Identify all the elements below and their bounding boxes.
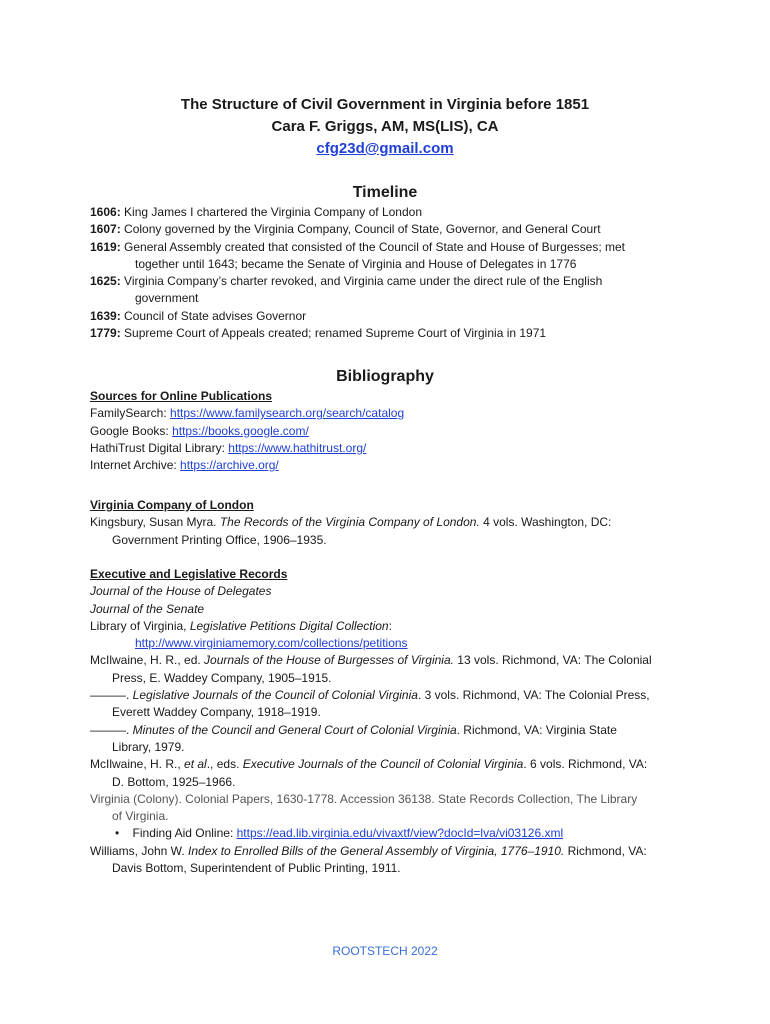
timeline-text: General Assembly created that consisted of the Council of State and House of Burgesses; met [124,239,625,254]
citation-line: Virginia (Colony). Colonial Papers, 1630-1778. Accession 36138. State Records Collection, The Library [90,791,638,806]
bullet-icon: • [115,826,120,841]
petitions-link[interactable]: http://www.virginiamemory.com/collections/petitions [135,636,408,651]
citation-line [90,722,690,739]
citation-author: Kingsbury, Susan Myra. [90,515,220,530]
citation-line [90,843,690,860]
source-label: Google Books: [90,423,173,438]
citation-continuation [90,635,690,652]
timeline-item [90,325,690,342]
citation-details: 13 vols. Richmond, VA: The Colonial [453,653,652,668]
timeline-text: Council of State advises Governor [124,308,307,323]
online-sources [90,388,690,474]
author-line: Cara F. Griggs, AM, MS(LIS), CA [271,118,499,135]
citation-details: : [388,618,392,633]
timeline-text: Supreme Court of Appeals created; renamed Supreme Court of Virginia in 1971 [124,326,547,341]
citation-title: Minutes of the Council and General Court of Colonial Virginia [132,722,457,737]
citation-continuation: of Virginia. [112,809,169,824]
citation-line [90,583,690,600]
source-label: FamilySearch: [90,406,171,421]
timeline-year: 1779: [90,326,121,341]
timeline-year: 1619: [90,239,121,254]
timeline-year: 1639: [90,308,121,323]
citation-details: Richmond, VA: [564,843,647,858]
timeline-list [90,204,690,342]
executive-legislative-heading: Executive and Legislative Records [90,567,288,581]
timeline-year: 1625: [90,274,121,289]
source-link[interactable]: https://www.hathitrust.org/ [228,440,367,455]
timeline-item [90,273,690,290]
citation-title: Journal of the Senate [90,601,205,616]
source-line [90,423,690,440]
virginia-company-heading: Virginia Company of London [90,498,254,512]
citation-continuation: Everett Waddey Company, 1918–1919. [112,705,321,720]
citation-author: Library of Virginia, [90,618,190,633]
citation-etal: et al [184,757,207,772]
citation-continuation: Library, 1979. [112,739,185,754]
timeline-year: 1607: [90,222,121,237]
citation-line [90,601,690,618]
citation-line [90,652,690,669]
timeline-text: Colony governed by the Virginia Company, Council of State, Governor, and General Court [124,222,601,237]
citation-line [90,618,690,635]
executive-legislative-section [90,566,690,877]
bibliography-heading: Bibliography [336,368,434,385]
citation-continuation: Davis Bottom, Superintendent of Public Printing, 1911. [112,861,401,876]
citation-author: McIlwaine, H. R., [90,757,185,772]
citation-continuation: D. Bottom, 1925–1966. [112,774,236,789]
timeline-continuation: together until 1643; became the Senate of Virginia and House of Delegates in 1776 [135,256,577,271]
timeline-item [90,204,690,221]
document-title: The Structure of Civil Government in Virginia before 1851 [180,96,590,113]
citation-author: ———. [90,722,133,737]
citation-details: . Richmond, VA: Virginia State [456,722,617,737]
citation-title: Executive Journals of the Council of Colonial Virginia [242,757,524,772]
citation-line [90,687,690,704]
timeline-item [90,308,690,325]
citation-author: Williams, John W. [90,843,189,858]
citation-author: McIlwaine, H. R., ed. [90,653,205,668]
page-footer: ROOTSTECH 2022 [332,944,438,958]
citation-title: The Records of the Virginia Company of London. [219,515,480,530]
virginia-company-section [90,497,690,549]
online-sources-heading: Sources for Online Publications [90,389,273,403]
citation-title: Legislative Petitions Digital Collection [189,618,389,633]
email-link[interactable]: cfg23d@gmail.com [316,140,454,157]
source-link[interactable]: https://archive.org/ [180,458,279,473]
source-link[interactable]: https://books.google.com/ [172,423,309,438]
timeline-text: King James I chartered the Virginia Company of London [124,205,423,219]
citation-title: Index to Enrolled Bills of the General Assembly of Virginia, 1776–1910. [188,843,565,858]
source-line [90,457,690,474]
timeline-text: Virginia Company’s charter revoked, and Virginia came under the direct rule of the English [124,274,603,289]
citation-author: ———. [90,688,133,703]
source-label: Internet Archive: [90,458,181,473]
timeline-item [90,221,690,238]
source-line [90,440,690,457]
finding-aid-item [90,825,690,842]
citation-details: . 6 vols. Richmond, VA: [523,757,648,772]
citation-title: Legislative Journals of the Council of Colonial Virginia [132,688,418,703]
citation-title: Journals of the House of Burgesses of Virginia. [204,653,454,668]
finding-aid-link[interactable]: https://ead.lib.virginia.edu/vivaxtf/view?docId=lva/vi03126.xml [236,826,564,841]
citation-title: Journal of the House of Delegates [90,584,272,599]
source-line [90,405,690,422]
timeline-year: 1606: [90,205,121,219]
citation-details: 4 vols. Washington, DC: [479,515,612,530]
timeline-item [90,239,690,256]
source-label: HathiTrust Digital Library: [90,440,229,455]
citation-continuation: Press, E. Waddey Company, 1905–1915. [112,670,332,685]
timeline-heading: Timeline [352,184,418,201]
timeline-continuation: government [135,291,199,306]
citation-details: . 3 vols. Richmond, VA: The Colonial Press, [417,688,650,703]
citation-line [90,756,690,773]
citation-continuation: Government Printing Office, 1906–1935. [112,532,327,547]
citation-editors: ., eds. [206,757,243,772]
citation-line [90,514,690,531]
source-link[interactable]: https://www.familysearch.org/search/catalog [170,406,405,421]
finding-aid-label: Finding Aid Online: [132,826,237,841]
